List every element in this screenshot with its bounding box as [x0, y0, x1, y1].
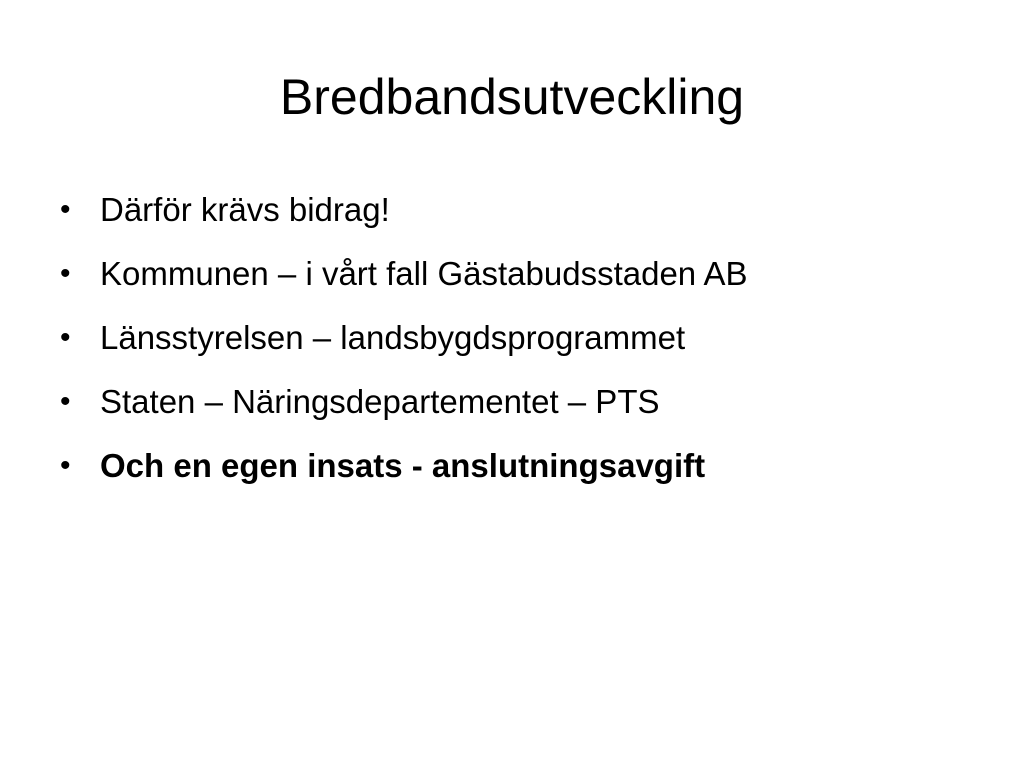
bullet-icon: •: [60, 449, 71, 482]
bullet-item-egen-insats: [60, 434, 980, 498]
bullet-text: Och en egen insats - anslutningsavgift: [100, 447, 706, 484]
bullet-icon: •: [60, 321, 71, 354]
bullet-text: Därför krävs bidrag!: [100, 191, 390, 228]
slide-title: Bredbandsutveckling: [279, 69, 745, 125]
bullet-item-staten: [60, 370, 980, 434]
bullet-text: Kommunen – i vårt fall Gästabudsstaden AB: [100, 255, 748, 292]
bullet-icon: •: [60, 193, 71, 226]
bullet-list: [60, 178, 980, 498]
bullet-text: Staten – Näringsdepartementet – PTS: [100, 383, 660, 420]
bullet-item-kommunen: [60, 242, 980, 306]
bullet-icon: •: [60, 257, 71, 290]
bullet-text: Länsstyrelsen – landsbygdsprogrammet: [100, 319, 686, 356]
bullet-icon: •: [60, 385, 71, 418]
bullet-item-darfor: [60, 178, 980, 242]
bullet-item-lansstyrelsen: [60, 306, 980, 370]
